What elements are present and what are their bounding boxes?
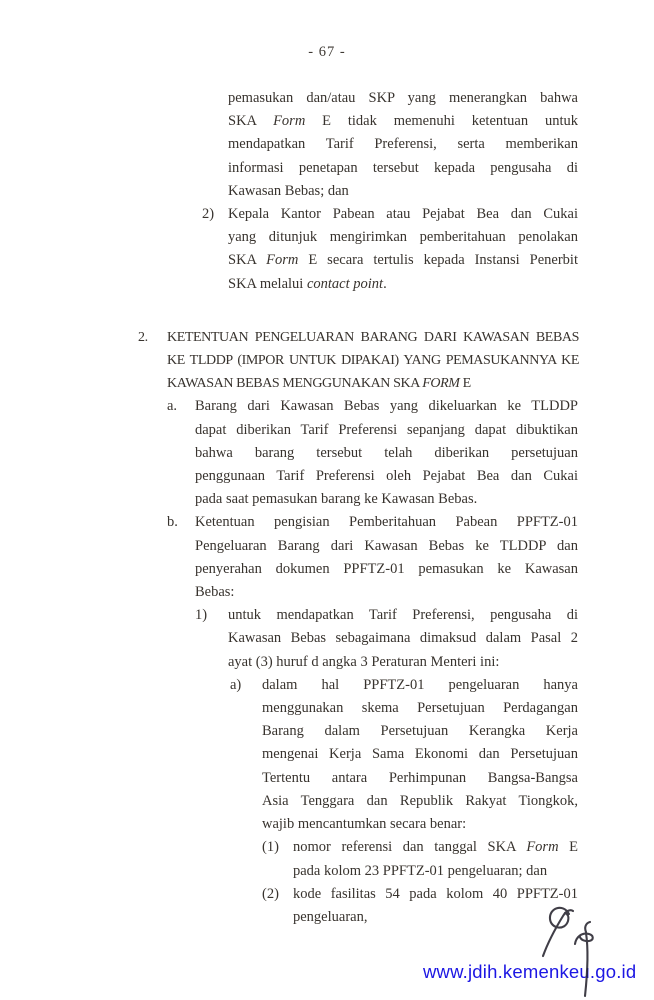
- text-line: [195, 419, 578, 442]
- text-line: [293, 883, 578, 906]
- list-item-a-paren: [230, 674, 578, 836]
- italic-text-segment: contact point: [306, 275, 384, 292]
- list-item-text: [293, 836, 578, 882]
- text-segment: SKA: [228, 113, 274, 130]
- text-line: [195, 395, 578, 418]
- list-marker: a.: [167, 398, 178, 415]
- text-line: [228, 110, 578, 133]
- text-segment: KAWASAN BEBAS MENGGUNAKAN SKA: [167, 376, 423, 392]
- text-segment: pada kolom 23 PPFTZ-01 pengeluaran; dan: [293, 862, 548, 879]
- text-line: [195, 581, 578, 604]
- section-heading-text: [167, 326, 579, 396]
- text-segment: Barang dalam Persetujuan Kerangka Kerja: [262, 723, 578, 740]
- text-line: [262, 790, 578, 813]
- text-segment: Barang dari Kawasan Bebas yang dikeluarkan ke TLDDP: [195, 398, 578, 415]
- page-number: - 67 -: [308, 44, 346, 60]
- list-item-text: [195, 511, 578, 604]
- text-line: [167, 326, 579, 349]
- text-segment: bahwa barang tersebut telah diberikan persetujuan: [195, 444, 578, 461]
- list-item-1-paren: [195, 604, 578, 674]
- text-segment: kode fasilitas 54 pada kolom 40 PPFTZ-01: [293, 885, 578, 902]
- text-line: [195, 535, 578, 558]
- text-segment: informasi penetapan tersebut kepada pengusaha di: [228, 159, 578, 176]
- jdih-website-link[interactable]: www.jdih.kemenkeu.go.id: [423, 961, 637, 982]
- italic-text-segment: FORM: [422, 376, 460, 392]
- text-segment: Bebas:: [195, 584, 235, 601]
- text-line: [262, 813, 578, 836]
- italic-text-segment: Form: [266, 252, 299, 269]
- list-marker: b.: [167, 514, 178, 531]
- list-item-paren-1: [262, 836, 578, 882]
- text-line: [262, 674, 578, 697]
- text-line: [228, 226, 578, 249]
- text-line: [228, 627, 578, 650]
- section-number: 2.: [138, 329, 148, 345]
- list-marker: 1): [195, 607, 208, 624]
- text-line: [262, 767, 578, 790]
- text-segment: mendapatkan Tarif Preferensi, serta memberikan: [228, 136, 578, 153]
- text-segment: ayat (3) huruf d angka 3 Peraturan Menteri ini:: [228, 653, 500, 670]
- text-segment: KETENTUAN PENGELUARAN BARANG DARI KAWASAN BEBAS: [167, 329, 579, 345]
- list-item-text: [195, 395, 578, 511]
- list-marker: 2): [202, 206, 215, 223]
- text-line: [228, 249, 578, 272]
- text-segment: dalam hal PPFTZ-01 pengeluaran hanya: [262, 676, 578, 693]
- text-segment: Tertentu antara Perhimpunan Bangsa-Bangsa: [262, 769, 578, 786]
- text-segment: Kawasan Bebas sebagaimana dimaksud dalam Pasal 2: [228, 630, 578, 647]
- text-line: [262, 743, 578, 766]
- list-item-text: [262, 674, 578, 836]
- list-marker: (1): [262, 839, 279, 856]
- text-segment: nomor referensi dan tanggal SKA: [293, 839, 527, 856]
- italic-text-segment: Form: [273, 113, 306, 130]
- text-segment: .: [383, 275, 387, 292]
- paragraph-continuation: [228, 87, 578, 203]
- text-line: [195, 511, 578, 534]
- list-item-text: [228, 604, 578, 674]
- list-item-2-paren: [202, 203, 578, 296]
- list-item-b: [167, 511, 578, 604]
- text-segment: E secara tertulis kepada Instansi Penerbit: [298, 252, 578, 269]
- text-segment: SKA: [228, 252, 267, 269]
- text-line: [167, 349, 579, 372]
- text-segment: wajib mencantumkan secara benar:: [262, 816, 467, 833]
- text-segment: dapat diberikan Tarif Preferensi sepanjang dapat dibuktikan: [195, 421, 578, 438]
- text-line: [293, 836, 578, 859]
- text-line: [262, 720, 578, 743]
- text-line: [228, 273, 578, 296]
- text-segment: E tidak memenuhi ketentuan untuk: [305, 113, 578, 130]
- text-segment: menggunakan skema Persetujuan Perdagangan: [262, 700, 578, 717]
- text-line: [293, 860, 578, 883]
- text-segment: pengeluaran,: [293, 908, 368, 925]
- text-line: [195, 465, 578, 488]
- text-segment: penggunaan Tarif Preferensi oleh Pejabat Bea dan Cukai: [195, 468, 578, 485]
- document-body: [0, 87, 654, 929]
- text-segment: KE TLDDP (IMPOR UNTUK DIPAKAI) YANG PEMASUKANNYA KE: [167, 353, 579, 369]
- italic-text-segment: Form: [526, 839, 559, 856]
- text-segment: SKA melalui: [228, 275, 307, 292]
- text-line: [228, 133, 578, 156]
- text-segment: E: [558, 839, 578, 856]
- section-2-heading: [138, 326, 579, 396]
- text-line: [228, 180, 578, 203]
- text-line: [195, 442, 578, 465]
- text-line: [228, 651, 578, 674]
- text-segment: pada saat pemasukan barang ke Kawasan Bebas.: [195, 491, 478, 508]
- text-line: [195, 488, 578, 511]
- list-marker: (2): [262, 885, 279, 902]
- text-line: [228, 157, 578, 180]
- text-line: [167, 372, 579, 395]
- list-item-a: [167, 395, 578, 511]
- text-segment: Kawasan Bebas; dan: [228, 182, 349, 199]
- text-segment: penyerahan dokumen PPFTZ-01 pemasukan ke Kawasan: [195, 560, 578, 577]
- text-segment: yang ditunjuk mengirimkan pemberitahuan penolakan: [228, 229, 578, 246]
- text-segment: mengenai Kerja Sama Ekonomi dan Persetujuan: [262, 746, 578, 763]
- text-segment: Pengeluaran Barang dari Kawasan Bebas ke TLDDP dan: [195, 537, 578, 554]
- list-item-text: [293, 883, 578, 929]
- text-segment: Ketentuan pengisian Pemberitahuan Pabean PPFTZ-01: [195, 514, 578, 531]
- text-line: [262, 697, 578, 720]
- text-segment: Asia Tenggara dan Republik Rakyat Tiongkok,: [262, 792, 578, 809]
- text-line: [228, 203, 578, 226]
- text-segment: Kepala Kantor Pabean atau Pejabat Bea dan Cukai: [228, 206, 578, 223]
- text-line: [228, 604, 578, 627]
- text-segment: E: [459, 376, 471, 392]
- list-item-paren-2: [262, 883, 578, 929]
- text-line: [195, 558, 578, 581]
- text-segment: untuk mendapatkan Tarif Preferensi, pengusaha di: [228, 607, 578, 624]
- text-line: [228, 87, 578, 110]
- text-segment: pemasukan dan/atau SKP yang menerangkan bahwa: [228, 90, 578, 106]
- list-item-text: [228, 203, 578, 296]
- list-marker: a): [230, 676, 242, 693]
- text-line: [293, 906, 578, 929]
